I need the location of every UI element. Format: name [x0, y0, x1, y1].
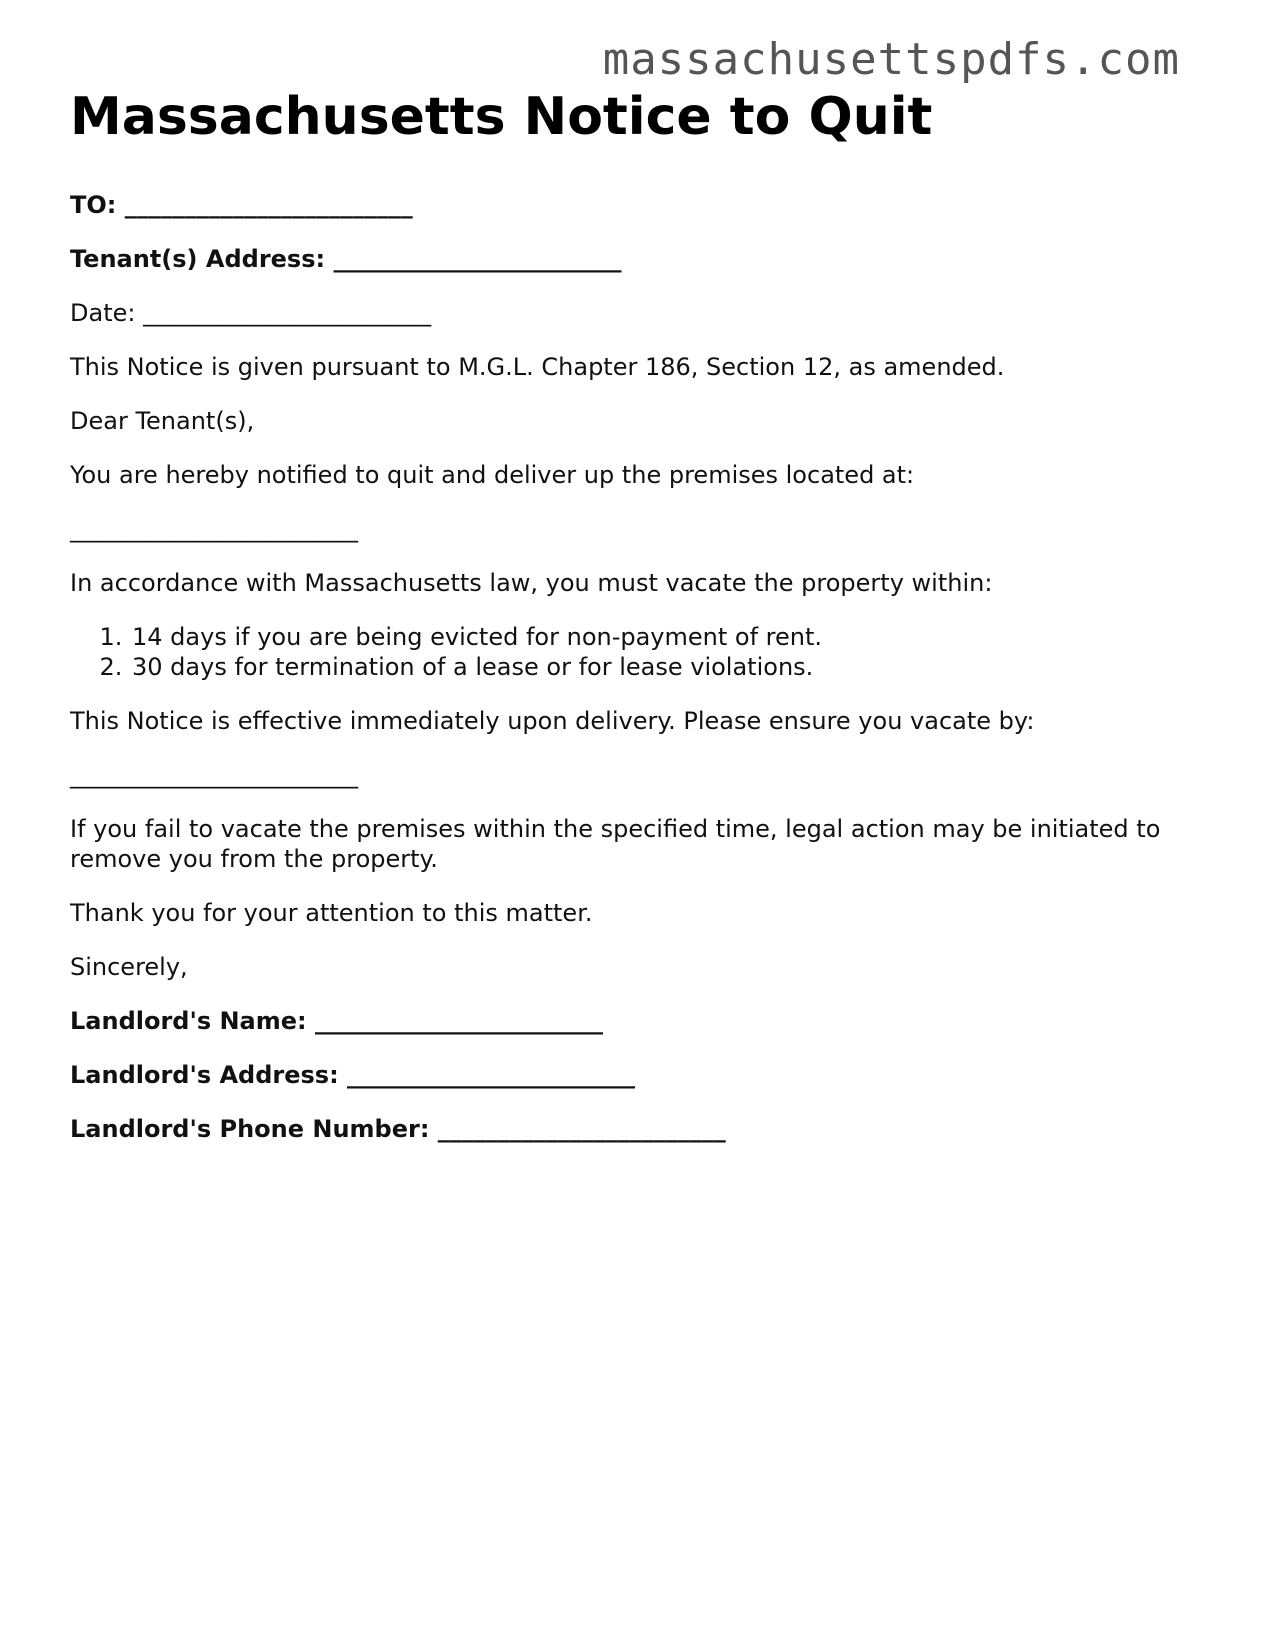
to-field: [70, 190, 1200, 220]
document-page: [70, 88, 1200, 1168]
tenant-address-blank[interactable]: ________________________: [333, 244, 622, 273]
landlord-phone-blank[interactable]: ________________________: [437, 1114, 726, 1143]
tenant-address-label: Tenant(s) Address:: [70, 244, 326, 273]
effective-paragraph: This Notice is effective immediately upon delivery. Please ensure you vacate by:: [70, 706, 1035, 735]
to-blank[interactable]: ________________________: [124, 190, 413, 219]
vacate-date-blank-line: [70, 760, 1200, 790]
page-title: Massachusetts Notice to Quit: [70, 87, 933, 147]
landlord-name-label: Landlord's Name:: [70, 1006, 307, 1035]
landlord-address-field: [70, 1060, 1200, 1090]
landlord-name-blank[interactable]: ________________________: [315, 1006, 603, 1035]
to-label: TO:: [70, 190, 117, 219]
thanks-paragraph: Thank you for your attention to this matter.: [70, 898, 593, 927]
pursuant-paragraph: This Notice is given pursuant to M.G.L. Chapter 186, Section 12, as amended.: [70, 352, 1005, 381]
date-field: [70, 298, 1200, 328]
site-watermark: massachusettspdfs.com: [602, 34, 1180, 85]
landlord-phone-field: [70, 1114, 1200, 1144]
accordance-paragraph: In accordance with Massachusetts law, you must vacate the property within:: [70, 568, 993, 597]
premises-blank-line: [70, 514, 1200, 544]
vacate-date-blank[interactable]: ________________________: [70, 760, 358, 789]
landlord-phone-label: Landlord's Phone Number:: [70, 1114, 430, 1143]
landlord-address-blank[interactable]: ________________________: [347, 1060, 636, 1089]
salutation: Dear Tenant(s),: [70, 406, 255, 435]
vacate-periods-list: [70, 622, 1200, 682]
list-item: 2. 30 days for termination of a lease or for lease violations.: [130, 652, 1200, 682]
landlord-name-field: [70, 1006, 1200, 1036]
premises-blank[interactable]: ________________________: [70, 514, 358, 543]
date-label: Date:: [70, 298, 136, 327]
list-item: 1. 14 days if you are being evicted for non-payment of rent.: [130, 622, 1200, 652]
tenant-address-field: [70, 244, 1200, 274]
fail-paragraph: If you fail to vacate the premises within the specified time, legal action may be initiated to remove you from the property.: [70, 814, 1161, 873]
landlord-address-label: Landlord's Address:: [70, 1060, 339, 1089]
date-blank[interactable]: ________________________: [143, 298, 432, 327]
notified-paragraph: You are hereby notified to quit and deliver up the premises located at:: [70, 460, 915, 489]
closing: Sincerely,: [70, 952, 188, 981]
